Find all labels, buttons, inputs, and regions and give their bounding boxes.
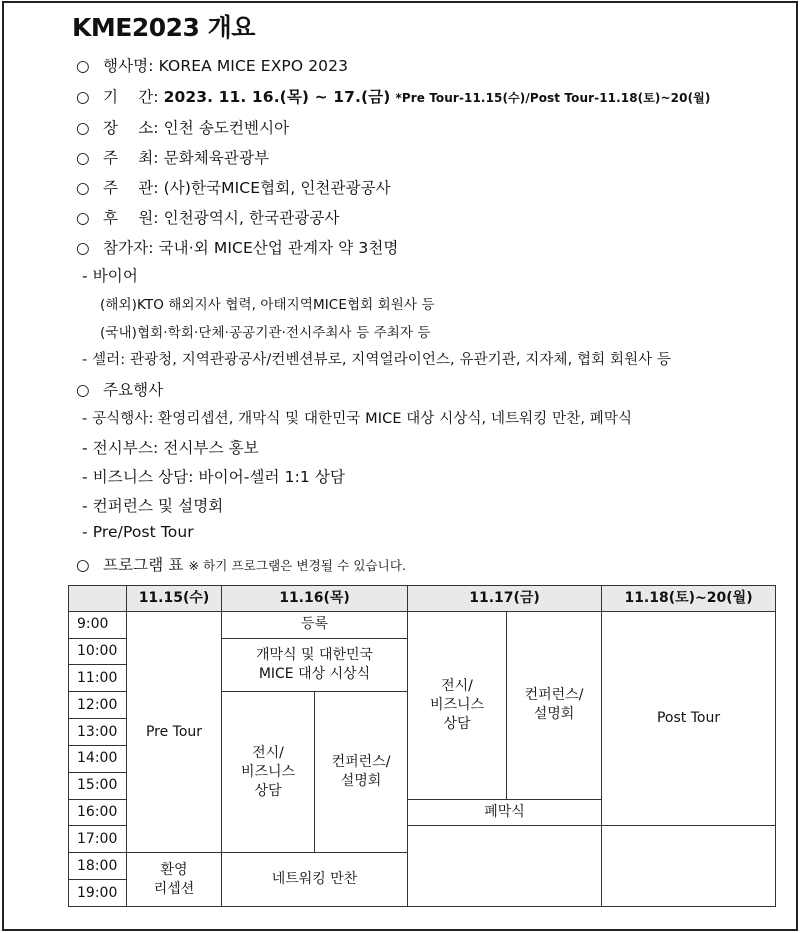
period-value: 2023. 11. 16.(목) ~ 17.(금) bbox=[163, 88, 391, 106]
cell-text-line: 상담 bbox=[254, 782, 282, 799]
sponsor-value: 인천광역시, 한국관광공사 bbox=[163, 209, 340, 227]
cell-text-line: 컨퍼런스/ bbox=[524, 687, 584, 704]
main-events-heading bbox=[76, 378, 163, 400]
main-event-text: 전시부스: 전시부스 홍보 bbox=[92, 439, 259, 457]
main-event-item bbox=[82, 494, 223, 516]
time-cell: 13:00 bbox=[69, 719, 127, 746]
table-header-row bbox=[69, 586, 776, 612]
time-cell: 12:00 bbox=[69, 692, 127, 719]
exhibit-1117-cell bbox=[408, 611, 507, 799]
main-event-text: Pre/Post Tour bbox=[92, 523, 194, 541]
table-header-cell: 11.16(목) bbox=[222, 586, 408, 612]
period-line bbox=[76, 85, 710, 107]
host-line bbox=[76, 146, 269, 168]
main-event-text: 비즈니스 상담: 바이어-셀러 1:1 상담 bbox=[92, 468, 346, 486]
main-event-item bbox=[82, 465, 345, 487]
circle-bullet-icon: ○ bbox=[76, 239, 90, 257]
time-cell: 17:00 bbox=[69, 826, 127, 853]
welcome-reception-cell bbox=[127, 853, 222, 907]
main-event-item bbox=[82, 436, 259, 458]
buyer-overseas: (해외)KTO 해외지사 협력, 아태지역MICE협회 회원사 등 bbox=[100, 297, 435, 313]
time-cell: 11:00 bbox=[69, 665, 127, 692]
main-event-text: 컨퍼런스 및 설명회 bbox=[92, 497, 224, 515]
table-header-cell: 11.17(금) bbox=[408, 586, 602, 612]
sponsor-line bbox=[76, 206, 340, 228]
time-cell: 19:00 bbox=[69, 880, 127, 907]
time-cell: 18:00 bbox=[69, 853, 127, 880]
dash-bullet: - bbox=[82, 497, 88, 515]
dash-bullet: - bbox=[82, 523, 88, 541]
organizer-label: 주 관: bbox=[103, 179, 159, 197]
networking-dinner-cell: 네트워킹 만찬 bbox=[222, 853, 408, 907]
main-event-item bbox=[82, 407, 632, 428]
circle-bullet-icon: ○ bbox=[76, 149, 90, 167]
seller-line bbox=[82, 348, 671, 369]
time-cell: 14:00 bbox=[69, 745, 127, 772]
cell-text-line: 개막식 및 대한민국 bbox=[255, 647, 374, 664]
program-heading bbox=[76, 553, 406, 575]
cell-text-line: 컨퍼런스/ bbox=[331, 754, 391, 771]
table-header-cell bbox=[69, 586, 127, 612]
cell-text-line: 설명회 bbox=[340, 773, 382, 790]
participants-line bbox=[76, 236, 398, 258]
cell-text-line: 비즈니스 bbox=[240, 763, 296, 780]
cell-text-line: 상담 bbox=[443, 715, 471, 732]
table-header-cell: 11.18(토)~20(월) bbox=[602, 586, 776, 612]
cell-text-line: 설명회 bbox=[533, 706, 575, 723]
empty-cell bbox=[408, 826, 602, 907]
circle-bullet-icon: ○ bbox=[76, 556, 90, 574]
dash-bullet: - bbox=[82, 267, 88, 285]
host-label: 주 최: bbox=[103, 149, 159, 167]
buyer-title: 바이어 bbox=[92, 267, 138, 285]
circle-bullet-icon: ○ bbox=[76, 119, 90, 137]
opening-ceremony-cell bbox=[222, 638, 408, 692]
buyer-heading bbox=[82, 264, 138, 286]
event-name-line bbox=[76, 54, 348, 76]
registration-cell: 등록 bbox=[222, 611, 408, 638]
pre-tour-cell: Pre Tour bbox=[127, 611, 222, 852]
conference-1116-cell bbox=[315, 692, 408, 853]
organizer-line bbox=[76, 176, 391, 198]
exhibit-1116-cell bbox=[222, 692, 315, 853]
event-name-label: 행사명: bbox=[103, 57, 154, 75]
table-header-cell: 11.15(수) bbox=[127, 586, 222, 612]
participants-label: 참가자: bbox=[103, 239, 154, 257]
circle-bullet-icon: ○ bbox=[76, 88, 90, 106]
main-event-item bbox=[82, 523, 194, 541]
venue-label: 장 소: bbox=[103, 119, 159, 137]
organizer-value: (사)한국MICE협회, 인천관광공사 bbox=[163, 179, 391, 197]
main-event-text: 공식행사: 환영리셉션, 개막식 및 대한민국 MICE 대상 시상식, 네트워킹 만찬, 폐막식 bbox=[92, 411, 633, 427]
venue-value: 인천 송도컨벤시아 bbox=[163, 119, 290, 137]
circle-bullet-icon: ○ bbox=[76, 209, 90, 227]
circle-bullet-icon: ○ bbox=[76, 381, 90, 399]
circle-bullet-icon: ○ bbox=[76, 179, 90, 197]
time-cell: 9:00 bbox=[69, 611, 127, 638]
page-title: KME2023 개요 bbox=[72, 13, 255, 42]
venue-line bbox=[76, 116, 289, 138]
program-title: 프로그램 표 bbox=[103, 556, 184, 574]
participants-value: 국내·외 MICE산업 관계자 약 3천명 bbox=[158, 239, 399, 257]
program-table bbox=[68, 585, 776, 907]
main-events-title: 주요행사 bbox=[103, 381, 164, 399]
time-cell: 15:00 bbox=[69, 772, 127, 799]
empty-cell bbox=[602, 826, 776, 907]
cell-text-line: MICE 대상 시상식 bbox=[258, 665, 371, 682]
dash-bullet: - bbox=[82, 468, 88, 486]
host-value: 문화체육관광부 bbox=[163, 149, 270, 167]
cell-text-line: 전시/ bbox=[441, 677, 473, 694]
sponsor-label: 후 원: bbox=[103, 209, 159, 227]
circle-bullet-icon: ○ bbox=[76, 57, 90, 75]
dash-bullet: - bbox=[82, 352, 88, 368]
cell-text-line: 리셉션 bbox=[153, 880, 195, 897]
event-name-value: KOREA MICE EXPO 2023 bbox=[158, 57, 349, 75]
time-cell: 10:00 bbox=[69, 638, 127, 665]
buyer-domestic: (국내)협회·학회·단체·공공기관·전시주최사 등 주최자 등 bbox=[100, 325, 431, 341]
table-row bbox=[69, 611, 776, 638]
cell-text-line: 비즈니스 bbox=[429, 696, 485, 713]
period-tour-note: *Pre Tour-11.15(수)/Post Tour-11.18(토)~20(월) bbox=[395, 91, 711, 105]
dash-bullet: - bbox=[82, 439, 88, 457]
time-cell: 16:00 bbox=[69, 799, 127, 826]
conference-1117-cell bbox=[507, 611, 602, 799]
program-note: ※ 하기 프로그램은 변경될 수 있습니다. bbox=[188, 558, 407, 573]
period-label: 기 간: bbox=[103, 88, 159, 106]
seller-text: 셀러: 관광청, 지역관광공사/컨벤션뷰로, 지역얼라이언스, 유관기관, 지자체, 협회 회원사 등 bbox=[92, 352, 672, 368]
cell-text-line: 환영 bbox=[160, 861, 188, 878]
post-tour-cell: Post Tour bbox=[602, 611, 776, 826]
dash-bullet: - bbox=[82, 411, 88, 427]
closing-ceremony-cell: 폐막식 bbox=[408, 799, 602, 826]
cell-text-line: 전시/ bbox=[252, 744, 284, 761]
